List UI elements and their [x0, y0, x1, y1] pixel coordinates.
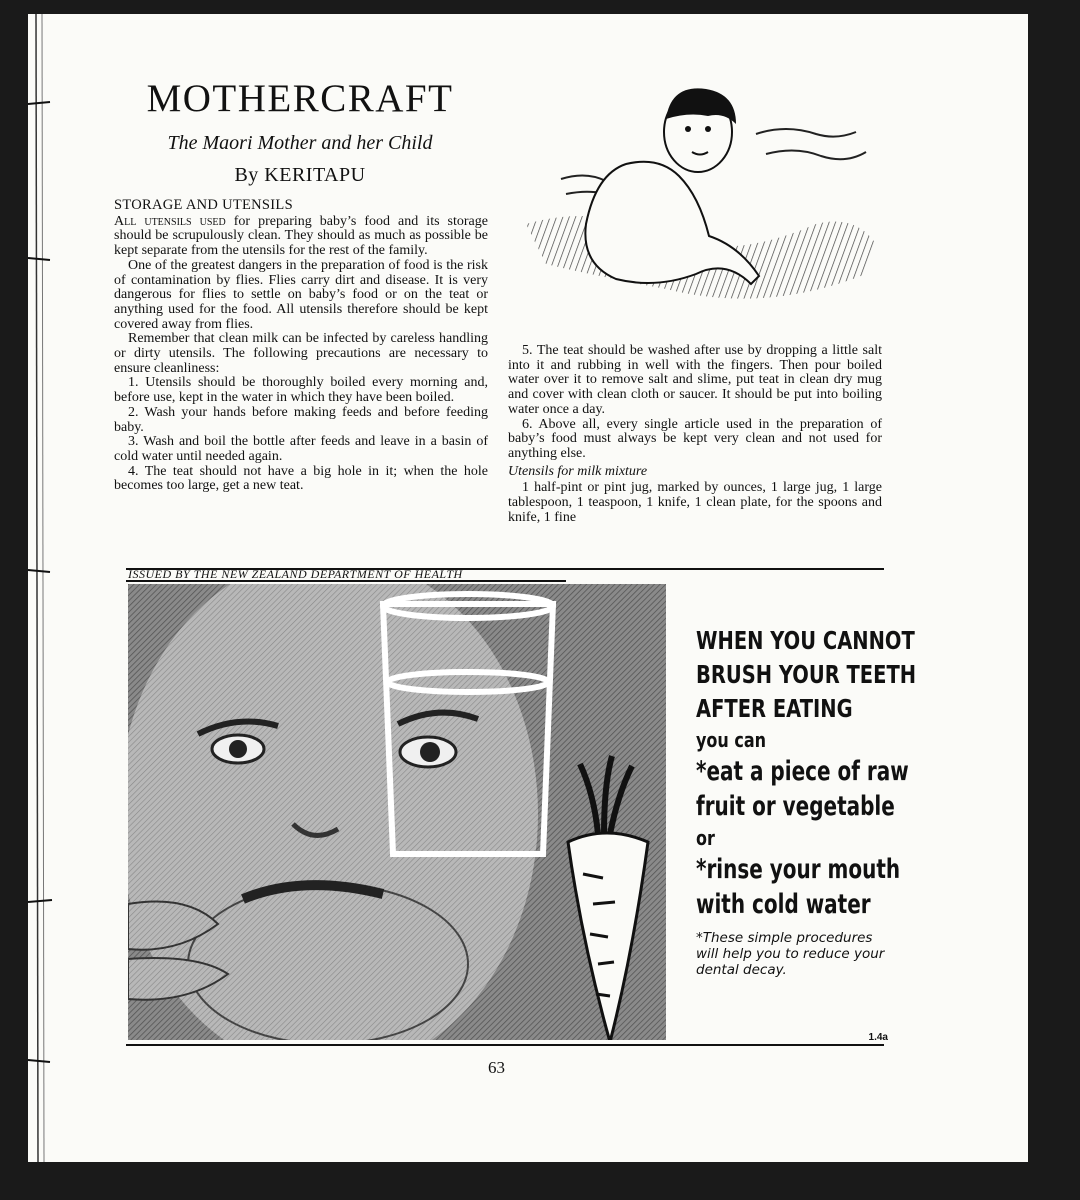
list-item: 4. The teat should not have a big hole in it; when the hole becomes too large, get a new teat. [114, 463, 488, 494]
issued-underline [126, 580, 566, 582]
paragraph: Remember that clean milk can be infected by careless handling or dirty utensils. The following precautions are necessary to ensure cleanliness: [114, 331, 488, 376]
list-item: 5. The teat should be washed after use by dropping a little salt into it and rubbing in well with the fingers. Then pour boiled water over it to remove salt and slime, put teat in clean dry mug and cover with clean cloth or saucer. It should be put into boiling water once a day. [508, 343, 882, 417]
magazine-page [28, 14, 1028, 1162]
you-can-label: you can [696, 728, 767, 752]
list-item: 3. Wash and boil the bottle after feeds and leave in a basin of cold water until needed again. [114, 434, 488, 464]
article-subtitle: The Maori Mother and her Child [167, 132, 433, 154]
binding-spine [28, 14, 54, 1162]
option-line: with cold water [696, 889, 871, 920]
paragraph: 1 half-pint or pint jug, marked by ounces, 1 large jug, 1 large tablespoon, 1 teaspoon, 1 knife, 1 clean plate, for the spoons and knife, 1 fine [508, 480, 882, 525]
issued-by-label: ISSUED BY THE NEW ZEALAND DEPARTMENT OF HEALTH [128, 567, 463, 581]
section-heading: STORAGE AND UTENSILS [114, 197, 293, 213]
top-divider [126, 568, 884, 570]
page-number: 63 [488, 1058, 505, 1077]
advert-copy [696, 624, 917, 978]
bottom-divider [126, 1044, 884, 1046]
article-title: MOTHERCRAFT [146, 77, 454, 120]
headline-line: WHEN YOU CANNOT [696, 626, 915, 655]
option-line: *eat a piece of raw [696, 756, 909, 787]
advert-footnote: *These simple procedures will help you to reduce your dental decay. [696, 930, 885, 978]
child-photo [128, 584, 666, 1040]
list-item: 6. Above all, every single article used in the preparation of baby’s food must always be kept very clean and not used for anything else. [508, 416, 882, 461]
advert-code: 1.4a [868, 1032, 888, 1043]
child-illustration [506, 74, 886, 330]
option-line: fruit or vegetable [696, 791, 895, 822]
subheading: Utensils for milk mixture [508, 463, 648, 479]
left-column [114, 198, 488, 494]
lead-in: All utensils used [114, 213, 226, 229]
option-line: *rinse your mouth [696, 854, 901, 885]
headline-line: BRUSH YOUR TEETH [696, 660, 917, 689]
right-column [508, 344, 882, 525]
paragraph: One of the greatest dangers in the preparation of food is the risk of contamination by flies. Flies carry dirt and disease. It is very dangerous for flies to settle on baby’s food or on the teat or anything used for the food. All utensils therefore should be kept covered away from flies. [114, 257, 488, 332]
paragraph [114, 215, 488, 259]
paragraph-text: for preparing baby’s food and its storage should be scrupulously clean. They should as much as possible be kept separate from the utensils for the rest of the family. [114, 213, 488, 259]
list-item: 1. Utensils should be thoroughly boiled every morning and, before use, kept in the water in which they have been boiled. [114, 375, 488, 406]
list-item: 2. Wash your hands before making feeds and before feeding baby. [114, 404, 488, 435]
article-byline: By KERITAPU [234, 164, 366, 186]
or-label: or [696, 826, 715, 850]
headline-line: AFTER EATING [696, 694, 853, 723]
